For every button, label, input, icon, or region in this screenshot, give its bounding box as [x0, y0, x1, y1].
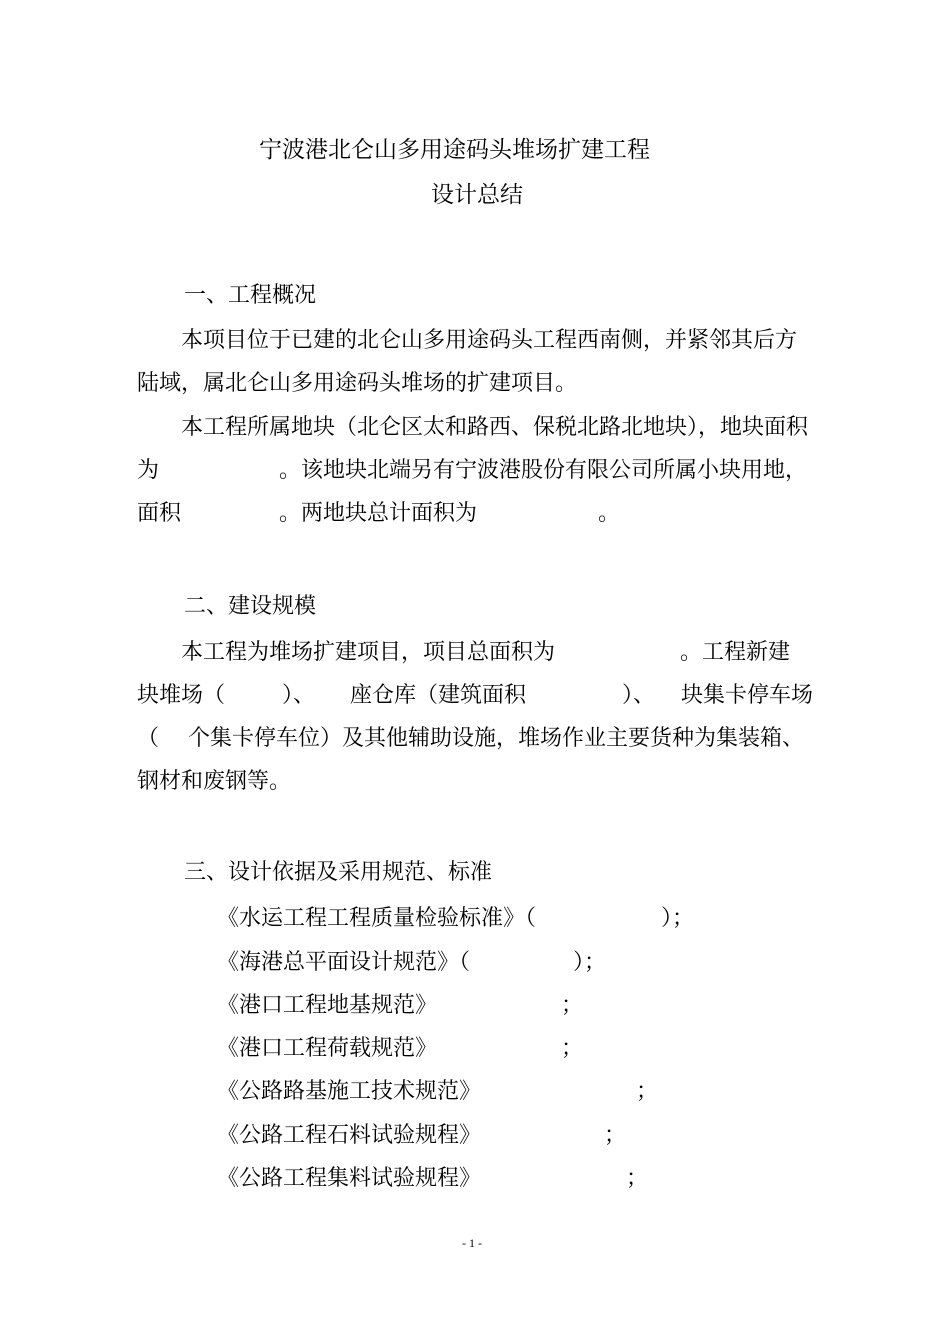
- reference-name: 《公路工程石料试验规程》: [217, 1123, 482, 1148]
- s2-line2e: 块集卡停车场: [681, 683, 814, 708]
- reference-end: ；: [636, 1079, 659, 1104]
- reference-end: ；: [626, 1166, 649, 1191]
- reference-name: 《公路工程集料试验规程》: [217, 1166, 482, 1191]
- reference-end: ；: [604, 1123, 627, 1148]
- s1-para2-line3c: 。: [598, 501, 621, 526]
- reference-name: 《水运工程工程质量检验标准》（: [217, 906, 537, 931]
- title-line-1: 宁波港北仑山多用途码头堆场扩建工程: [259, 137, 650, 163]
- s2-line2b: ）、: [282, 683, 316, 708]
- reference-name: 《港口工程地基规范》: [217, 993, 438, 1018]
- reference-end: ；: [561, 1036, 584, 1061]
- s2-line2a: 块堆场（: [137, 683, 226, 708]
- s2-line3a: （: [137, 726, 160, 751]
- reference-name: 《港口工程荷载规范》: [217, 1036, 438, 1061]
- section-3-heading: 三、设计依据及采用规范、标准: [184, 860, 493, 885]
- s1-para2-line3a: 面积: [137, 501, 182, 526]
- s2-line2c: 座仓库（建筑面积: [350, 683, 527, 708]
- section-1-heading: 一、工程概况: [184, 283, 317, 308]
- s2-line2d: ）、: [622, 683, 656, 708]
- s2-line1a: 本工程为堆场扩建项目，项目总面积为: [181, 640, 556, 665]
- s1-para2-line2b: 。该地块北端另有宁波港股份有限公司所属小块用地，: [279, 458, 808, 483]
- section-2-heading: 二、建设规模: [184, 594, 317, 619]
- s1-para2-line3b: 。两地块总计面积为: [279, 501, 478, 526]
- reference-name: 《海港总平面设计规范》（: [217, 950, 471, 975]
- s2-line1b: 。工程新建: [680, 640, 791, 665]
- reference-name: 《公路路基施工技术规范》: [217, 1079, 482, 1104]
- s2-line3b: 个集卡停车位）及其他辅助设施，堆场作业主要货种为集装箱、: [188, 726, 805, 751]
- s1-para1-line1: 本项目位于已建的北仑山多用途码头工程西南侧，并紧邻其后方: [181, 328, 798, 353]
- s1-para1-line2: 陆域，属北仑山多用途码头堆场的扩建项目。: [137, 371, 578, 396]
- s2-line4: 钢材和废钢等。: [137, 769, 292, 794]
- reference-end: ；: [561, 993, 584, 1018]
- title-line-2: 设计总结: [431, 182, 523, 208]
- page-number: - 1 -: [462, 1236, 482, 1250]
- s1-para2-line2a: 为: [137, 458, 160, 483]
- s1-para2-line1: 本工程所属地块（北仑区太和路西、保税北路北地块），地块面积: [181, 415, 809, 440]
- reference-end: ）；: [661, 906, 695, 931]
- reference-end: ）；: [573, 950, 607, 975]
